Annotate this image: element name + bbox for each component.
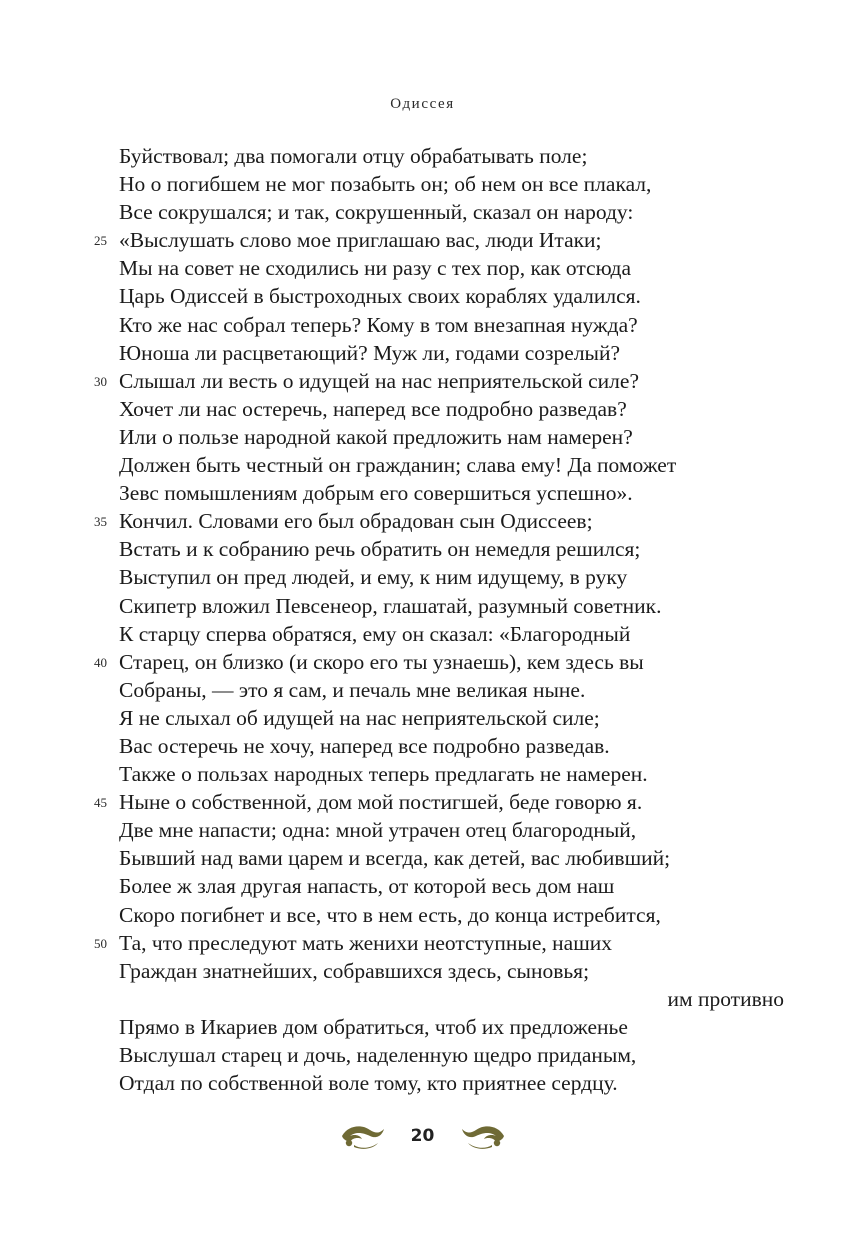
verse-line [0,367,845,395]
verse-line [0,1041,845,1069]
left-ornament-icon [340,1121,386,1151]
verse-line [0,760,845,788]
line-number: 30 [94,373,107,389]
verse-text: Все сокрушался; и так, сокрушенный, сказал он народу: [119,200,634,225]
verse-line [0,395,845,423]
verse-line [0,732,845,760]
verse-line [0,844,845,872]
verse-text: Или о пользе народной какой предложить нам намерен? [119,424,633,449]
verse-text: Ныне о собственной, дом мой постигшей, беде говорю я. [119,790,643,815]
verse-line [0,282,845,310]
verse-text: Отдал по собственной воле тому, кто приятнее сердцу. [119,1071,618,1096]
poem-text [0,142,845,1097]
verse-text: Я не слыхал об идущей на нас неприятельской силе; [119,705,600,730]
verse-text: Прямо в Икариев дом обратиться, чтоб их предложенье [119,1014,628,1039]
verse-text: «Выслушать слово мое приглашаю вас, люди Итаки; [119,228,602,253]
verse-text: Скипетр вложил Певсенеор, глашатай, разумный советник. [119,593,662,618]
verse-text: Должен быть честный он гражданин; слава ему! Да поможет [119,453,677,478]
running-head: Одиссея [390,96,455,112]
verse-text: Мы на совет не сходились ни разу с тех пор, как отсюда [119,256,632,281]
line-number: 45 [94,795,107,811]
verse-text: Царь Одиссей в быстроходных своих кораблях удалился. [119,284,641,309]
verse-line [0,872,845,900]
line-number: 40 [94,654,107,670]
verse-text: Бывший над вами царем и всегда, как детей, вас любивший; [119,846,671,871]
verse-continuation [0,985,845,1013]
verse-text: Вас остеречь не хочу, наперед все подробно разведав. [119,733,610,758]
verse-line [0,592,845,620]
verse-text: Старец, он близко (и скоро его ты узнаешь), кем здесь вы [119,649,644,674]
verse-line [0,226,845,254]
verse-text: им противно [667,986,784,1011]
verse-line [0,1069,845,1097]
verse-line [0,929,845,957]
verse-text: Выступил он пред людей, и ему, к ним идущему, в руку [119,565,628,590]
verse-line [0,311,845,339]
verse-line [0,170,845,198]
verse-text: Та, что преследуют мать женихи неотступные, наших [119,930,613,955]
verse-text: Юноша ли расцветающий? Муж ли, годами созрелый? [119,340,621,365]
verse-line [0,535,845,563]
verse-line [0,423,845,451]
verse-text: Более ж злая другая напасть, от которой весь дом наш [119,874,615,899]
verse-line [0,620,845,648]
verse-text: Слышал ли весть о идущей на нас неприятельской силе? [119,368,639,393]
verse-line [0,479,845,507]
verse-text: Встать и к собранию речь обратить он немедля решился; [119,537,641,562]
line-number: 50 [94,935,107,951]
line-number: 25 [94,233,107,249]
verse-line [0,901,845,929]
verse-line [0,648,845,676]
line-number: 35 [94,514,107,530]
verse-text: Граждан знатнейших, собравшихся здесь, сыновья; [119,958,590,983]
page-footer [0,1116,845,1156]
verse-line [0,198,845,226]
verse-text: Хочет ли нас остеречь, наперед все подробно разведав? [119,396,627,421]
verse-text: К старцу сперва обратяся, ему он сказал: «Благородный [119,621,631,646]
verse-line [0,816,845,844]
right-ornament-icon [460,1121,506,1151]
verse-text: Также о пользах народных теперь предлагать не намерен. [119,762,648,787]
verse-line [0,142,845,170]
verse-line [0,676,845,704]
verse-line [0,451,845,479]
verse-line [0,1013,845,1041]
verse-line [0,957,845,985]
verse-line [0,788,845,816]
verse-line [0,339,845,367]
verse-text: Собраны, — это я сам, и печаль мне великая ныне. [119,677,586,702]
verse-text: Буйствовал; два помогали отцу обрабатывать поле; [119,144,588,168]
page-number: 20 [410,1126,435,1146]
verse-text: Выслушал старец и дочь, наделенную щедро приданым, [119,1043,637,1067]
verse-line [0,704,845,732]
verse-text: Две мне напасти; одна: мной утрачен отец благородный, [119,818,637,843]
verse-text: Зевс помышлениям добрым его совершиться успешно». [119,481,633,506]
verse-line [0,507,845,535]
verse-line [0,563,845,591]
verse-text: Но о погибшем не мог позабыть он; об нем он все плакал, [119,172,652,197]
verse-line [0,254,845,282]
verse-text: Кончил. Словами его был обрадован сын Одиссеев; [119,509,593,534]
verse-text: Кто же нас собрал теперь? Кому в том внезапная нужда? [119,312,638,337]
verse-text: Скоро погибнет и все, что в нем есть, до конца истребится, [119,902,661,927]
